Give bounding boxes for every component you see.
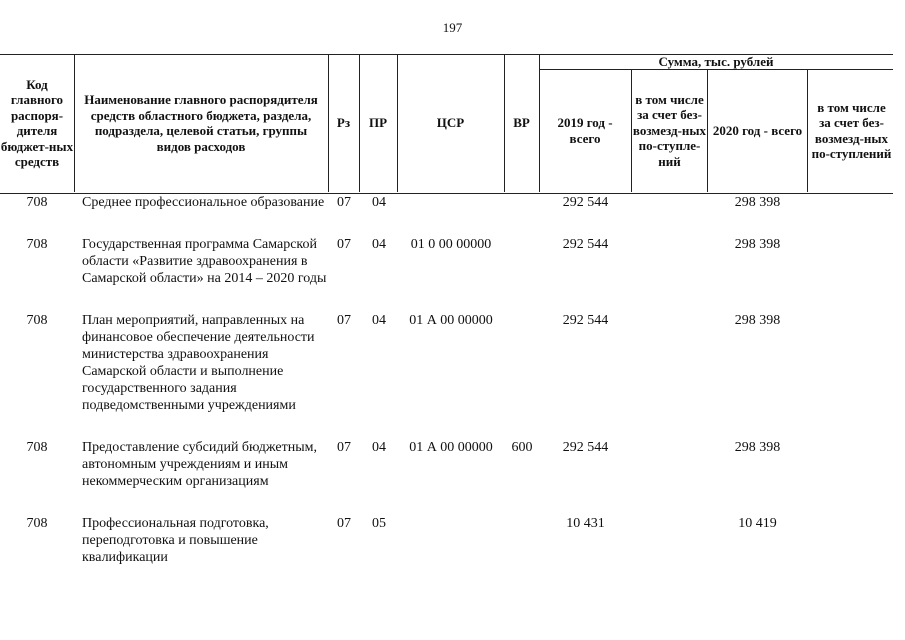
row-sum-2020: 298 398 bbox=[734, 195, 781, 210]
row-vr: 600 bbox=[511, 440, 533, 455]
header-pr: ПР bbox=[368, 115, 388, 131]
row-csr: 01 0 00 00000 bbox=[410, 237, 492, 252]
row-sum-2020: 298 398 bbox=[734, 237, 781, 252]
row-rz: 07 bbox=[337, 440, 351, 455]
row-pr: 04 bbox=[372, 195, 386, 210]
row-sum-2020: 10 419 bbox=[738, 516, 777, 531]
row-name: План мероприятий, направленных на финансовое обеспечение деятельности министерства здравоохранения Самарской области и выполнение государственного задания подведомственными учреждениями bbox=[82, 313, 315, 413]
row-name: Среднее профессиональное образование bbox=[82, 195, 325, 210]
row-pr: 04 bbox=[372, 313, 386, 328]
page-number: 197 bbox=[442, 20, 463, 35]
header-2020: 2020 год - всего bbox=[712, 122, 803, 138]
header-rz: Рз bbox=[336, 115, 351, 131]
row-sum-2019: 292 544 bbox=[562, 440, 609, 455]
row-sum-2020: 298 398 bbox=[734, 313, 781, 328]
row-rz: 07 bbox=[337, 237, 351, 252]
row-rz: 07 bbox=[337, 516, 351, 531]
row-pr: 04 bbox=[372, 440, 386, 455]
row-code: 708 bbox=[26, 237, 48, 252]
row-rz: 07 bbox=[337, 313, 351, 328]
header-2019: 2019 год - всего bbox=[557, 115, 613, 146]
row-csr: 01 А 00 00000 bbox=[409, 313, 493, 328]
row-code: 708 bbox=[26, 516, 48, 531]
row-sum-2019: 292 544 bbox=[562, 313, 609, 328]
row-pr: 05 bbox=[372, 516, 386, 531]
header-sum: Сумма, тыс. рублей bbox=[658, 54, 774, 70]
row-sum-2019: 10 431 bbox=[566, 516, 605, 531]
row-sum-2019: 292 544 bbox=[562, 237, 609, 252]
row-code: 708 bbox=[26, 195, 48, 210]
row-sum-2020: 298 398 bbox=[734, 440, 781, 455]
header-2020-grants: в том числе за счет без-возмезд-ных по-ступлений bbox=[811, 99, 892, 161]
row-code: 708 bbox=[26, 440, 48, 455]
row-name: Государственная программа Самарской области «Развитие здравоохранения в Самарской области» на 2014 – 2020 годы bbox=[82, 237, 327, 286]
header-code: Код главного распоря-дителя бюджет-ных средств bbox=[0, 76, 74, 169]
row-sum-2019: 292 544 bbox=[562, 195, 609, 210]
header-2019-grants: в том числе за счет без-возмезд-ных по-ступле-ний bbox=[632, 91, 707, 169]
header-csr: ЦСР bbox=[436, 115, 465, 131]
row-code: 708 bbox=[26, 313, 48, 328]
row-csr: 01 А 00 00000 bbox=[409, 440, 493, 455]
header-vr: ВР bbox=[513, 115, 530, 131]
row-pr: 04 bbox=[372, 237, 386, 252]
header-name: Наименование главного распорядителя средств областного бюджета, раздела, подраздела, целевой статьи, группы видов расходов bbox=[84, 92, 318, 154]
row-rz: 07 bbox=[337, 195, 351, 210]
row-name: Предоставление субсидий бюджетным, автономным учреждениям и иным некоммерческим организациям bbox=[82, 440, 318, 489]
row-name: Профессиональная подготовка, переподготовка и повышение квалификации bbox=[82, 516, 269, 565]
